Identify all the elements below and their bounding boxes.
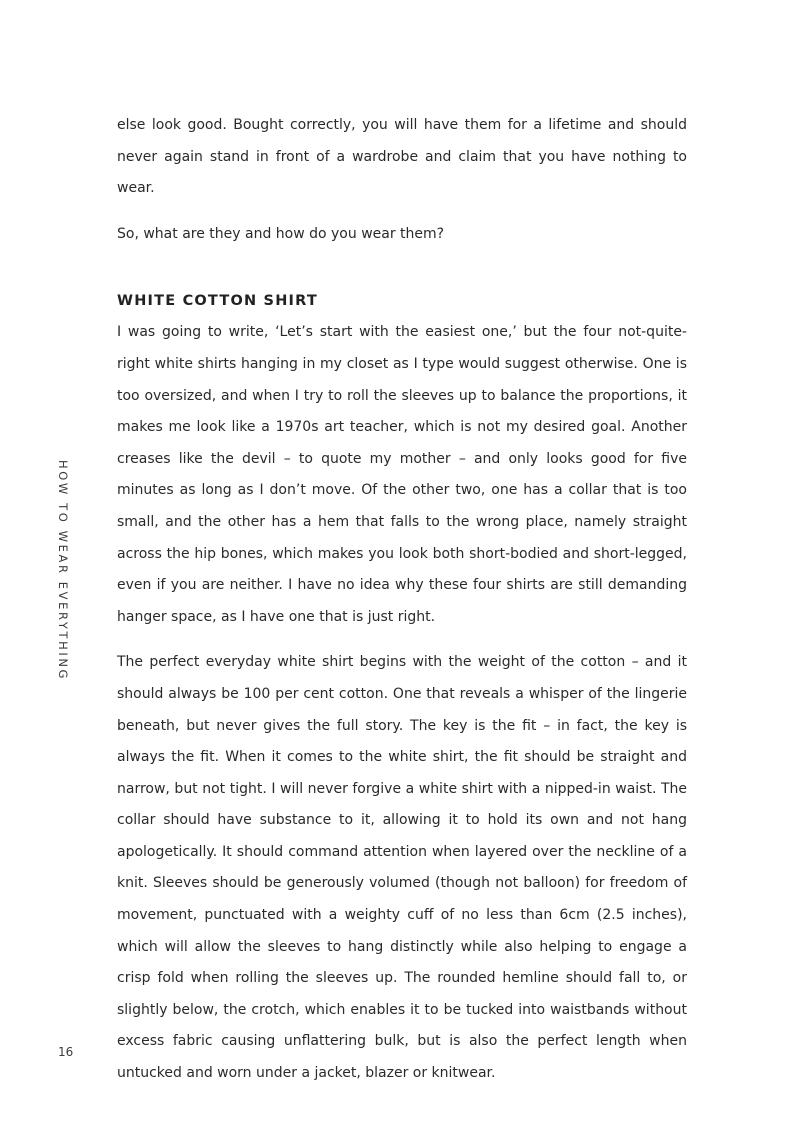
paragraph-shirts-in-closet: I was going to write, ‘Let’s start with the easiest one,’ but the four not-quite-right white shirts hanging in my closet as I type would suggest otherwise. One is too oversized, and when I try to roll the sleeves up to balance the proportions, it makes me look like a 1970s art teacher, which is not my desired goal. Another creases like the devil – to quote my mother – and only looks good for five minutes as long as I don’t move. Of the other two, one has a collar that is too small, and the other has a hem that falls to the wrong place, namely straight across the hip bones, which makes you look both short-bodied and short-legged, even if you are neither. I have no idea why these four shirts are still demanding hanger space, as I have one that is just right. xyxy=(117,324,687,625)
running-title: HOW TO WEAR EVERYTHING xyxy=(56,460,70,682)
body-text-column xyxy=(117,110,687,1090)
paragraph-perfect-shirt: The perfect everyday white shirt begins with the weight of the cotton – and it should always be 100 per cent cotton. One that reveals a whisper of the lingerie beneath, but never gives the full story. The key is the fit – in fact, the key is always the fit. When it comes to the white shirt, the fit should be straight and narrow, but not tight. I will never forgive a white shirt with a nipped-in waist. The collar should have substance to it, allowing it to hold its own and not hang apologetically. It should command attention when layered over the neckline of a knit. Sleeves should be generously volumed (though not balloon) for freedom of movement, punctuated with a weighty cuff of no less than 6cm (2.5 inches), which will allow the sleeves to hang distinctly while also helping to engage a crisp fold when rolling the sleeves up. The rounded hemline should fall to, or slightly below, the crotch, which enables it to be tucked into waistbands without excess fabric causing unflattering bulk, but is also the perfect length when untucked and worn under a jacket, blazer or knitwear. xyxy=(117,654,687,1082)
page-number: 16 xyxy=(58,1045,74,1059)
paragraph-intro-question: So, what are they and how do you wear them? xyxy=(117,225,445,242)
section-heading: WHITE COTTON SHIRT xyxy=(117,293,318,310)
paragraph-intro-continuation: else look good. Bought correctly, you will have them for a lifetime and should never again stand in front of a wardrobe and claim that you have nothing to wear. xyxy=(117,117,687,197)
